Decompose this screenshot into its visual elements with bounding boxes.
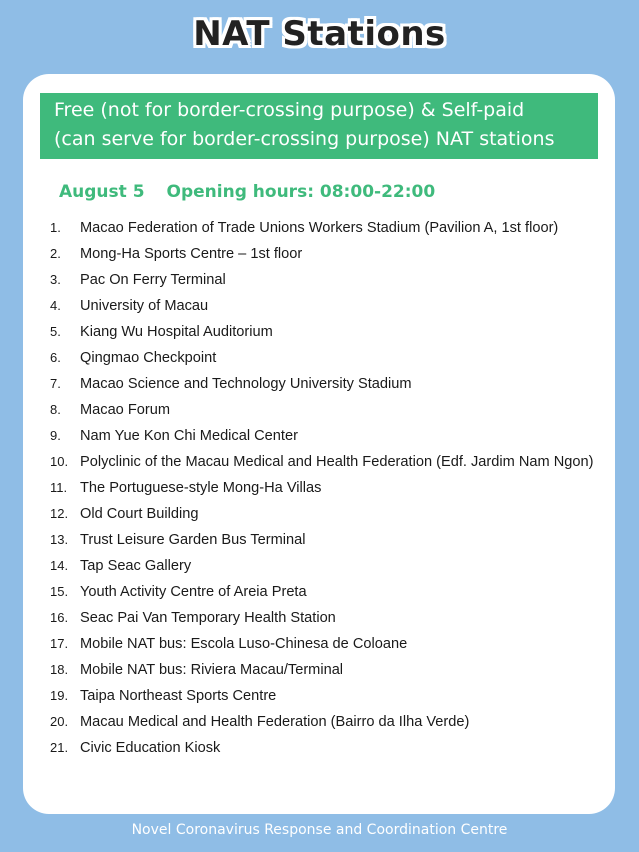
station-name: Qingmao Checkpoint (80, 350, 217, 366)
station-number: 8. (50, 402, 61, 417)
station-name: Taipa Northeast Sports Centre (80, 688, 277, 704)
station-number: 12. (50, 506, 69, 521)
station-number: 4. (50, 298, 61, 313)
station-number: 7. (50, 376, 61, 391)
station-name: Seac Pai Van Temporary Health Station (80, 610, 336, 626)
station-name: Nam Yue Kon Chi Medical Center (80, 428, 298, 444)
station-item (50, 531, 610, 549)
station-name: Civic Education Kiosk (80, 740, 221, 756)
station-item (50, 297, 610, 315)
content-card (23, 74, 615, 814)
station-item (50, 271, 610, 289)
station-number: 14. (50, 558, 69, 573)
station-item (50, 583, 610, 601)
station-name: University of Macau (80, 298, 209, 314)
station-name: Macao Forum (80, 402, 171, 418)
station-item (50, 661, 610, 679)
station-name: Tap Seac Gallery (80, 558, 192, 574)
station-number: 3. (50, 272, 61, 287)
station-name: Macao Federation of Trade Unions Workers Stadium (Pavilion A, 1st floor) (80, 220, 559, 236)
footer-credit: Novel Coronavirus Response and Coordination Centre (131, 822, 508, 838)
schedule-date: August 5 (59, 182, 145, 202)
station-number: 11. (50, 480, 68, 495)
station-name: Mong-Ha Sports Centre – 1st floor (80, 246, 303, 262)
station-number: 19. (50, 688, 69, 703)
station-number: 17. (50, 636, 69, 651)
opening-hours: Opening hours: 08:00-22:00 (166, 182, 436, 202)
station-number: 16. (50, 610, 69, 625)
station-number: 1. (50, 220, 61, 235)
station-list (50, 219, 610, 765)
station-name: Mobile NAT bus: Riviera Macau/Terminal (80, 662, 344, 678)
station-number: 2. (50, 246, 61, 261)
station-item (50, 687, 610, 705)
station-number: 21. (50, 740, 69, 755)
station-item (50, 323, 610, 341)
station-item (50, 453, 610, 471)
station-name: Macau Medical and Health Federation (Bairro da Ilha Verde) (80, 714, 470, 730)
station-item (50, 427, 610, 445)
station-item (50, 713, 610, 731)
station-item (50, 609, 610, 627)
station-item (50, 401, 610, 419)
page-title: NAT Stations (193, 14, 446, 54)
station-name: Polyclinic of the Macau Medical and Health Federation (Edf. Jardim Nam Ngon) (80, 454, 594, 470)
category-banner (40, 93, 598, 159)
station-number: 20. (50, 714, 69, 729)
station-name: Old Court Building (80, 506, 199, 522)
station-number: 5. (50, 324, 61, 339)
station-item (50, 479, 610, 497)
station-number: 18. (50, 662, 69, 677)
schedule-row (59, 182, 435, 202)
station-name: Pac On Ferry Terminal (80, 272, 226, 288)
station-name: Youth Activity Centre of Areia Preta (80, 584, 307, 600)
station-item (50, 635, 610, 653)
station-name: Kiang Wu Hospital Auditorium (80, 324, 273, 340)
station-item (50, 505, 610, 523)
station-item (50, 349, 610, 367)
station-number: 13. (50, 532, 69, 547)
station-name: The Portuguese-style Mong-Ha Villas (80, 480, 322, 496)
station-item (50, 557, 610, 575)
station-name: Trust Leisure Garden Bus Terminal (80, 532, 306, 548)
station-number: 10. (50, 454, 69, 469)
station-number: 15. (50, 584, 69, 599)
station-item (50, 739, 610, 757)
station-name: Mobile NAT bus: Escola Luso-Chinesa de Coloane (80, 636, 408, 652)
banner-line-1: Free (not for border-crossing purpose) & Self-paid (54, 99, 525, 121)
station-number: 6. (50, 350, 61, 365)
station-name: Macao Science and Technology University Stadium (80, 376, 412, 392)
station-number: 9. (50, 428, 61, 443)
station-item (50, 375, 610, 393)
banner-line-2: (can serve for border-crossing purpose) NAT stations (54, 128, 555, 150)
station-item (50, 219, 610, 237)
station-item (50, 245, 610, 263)
